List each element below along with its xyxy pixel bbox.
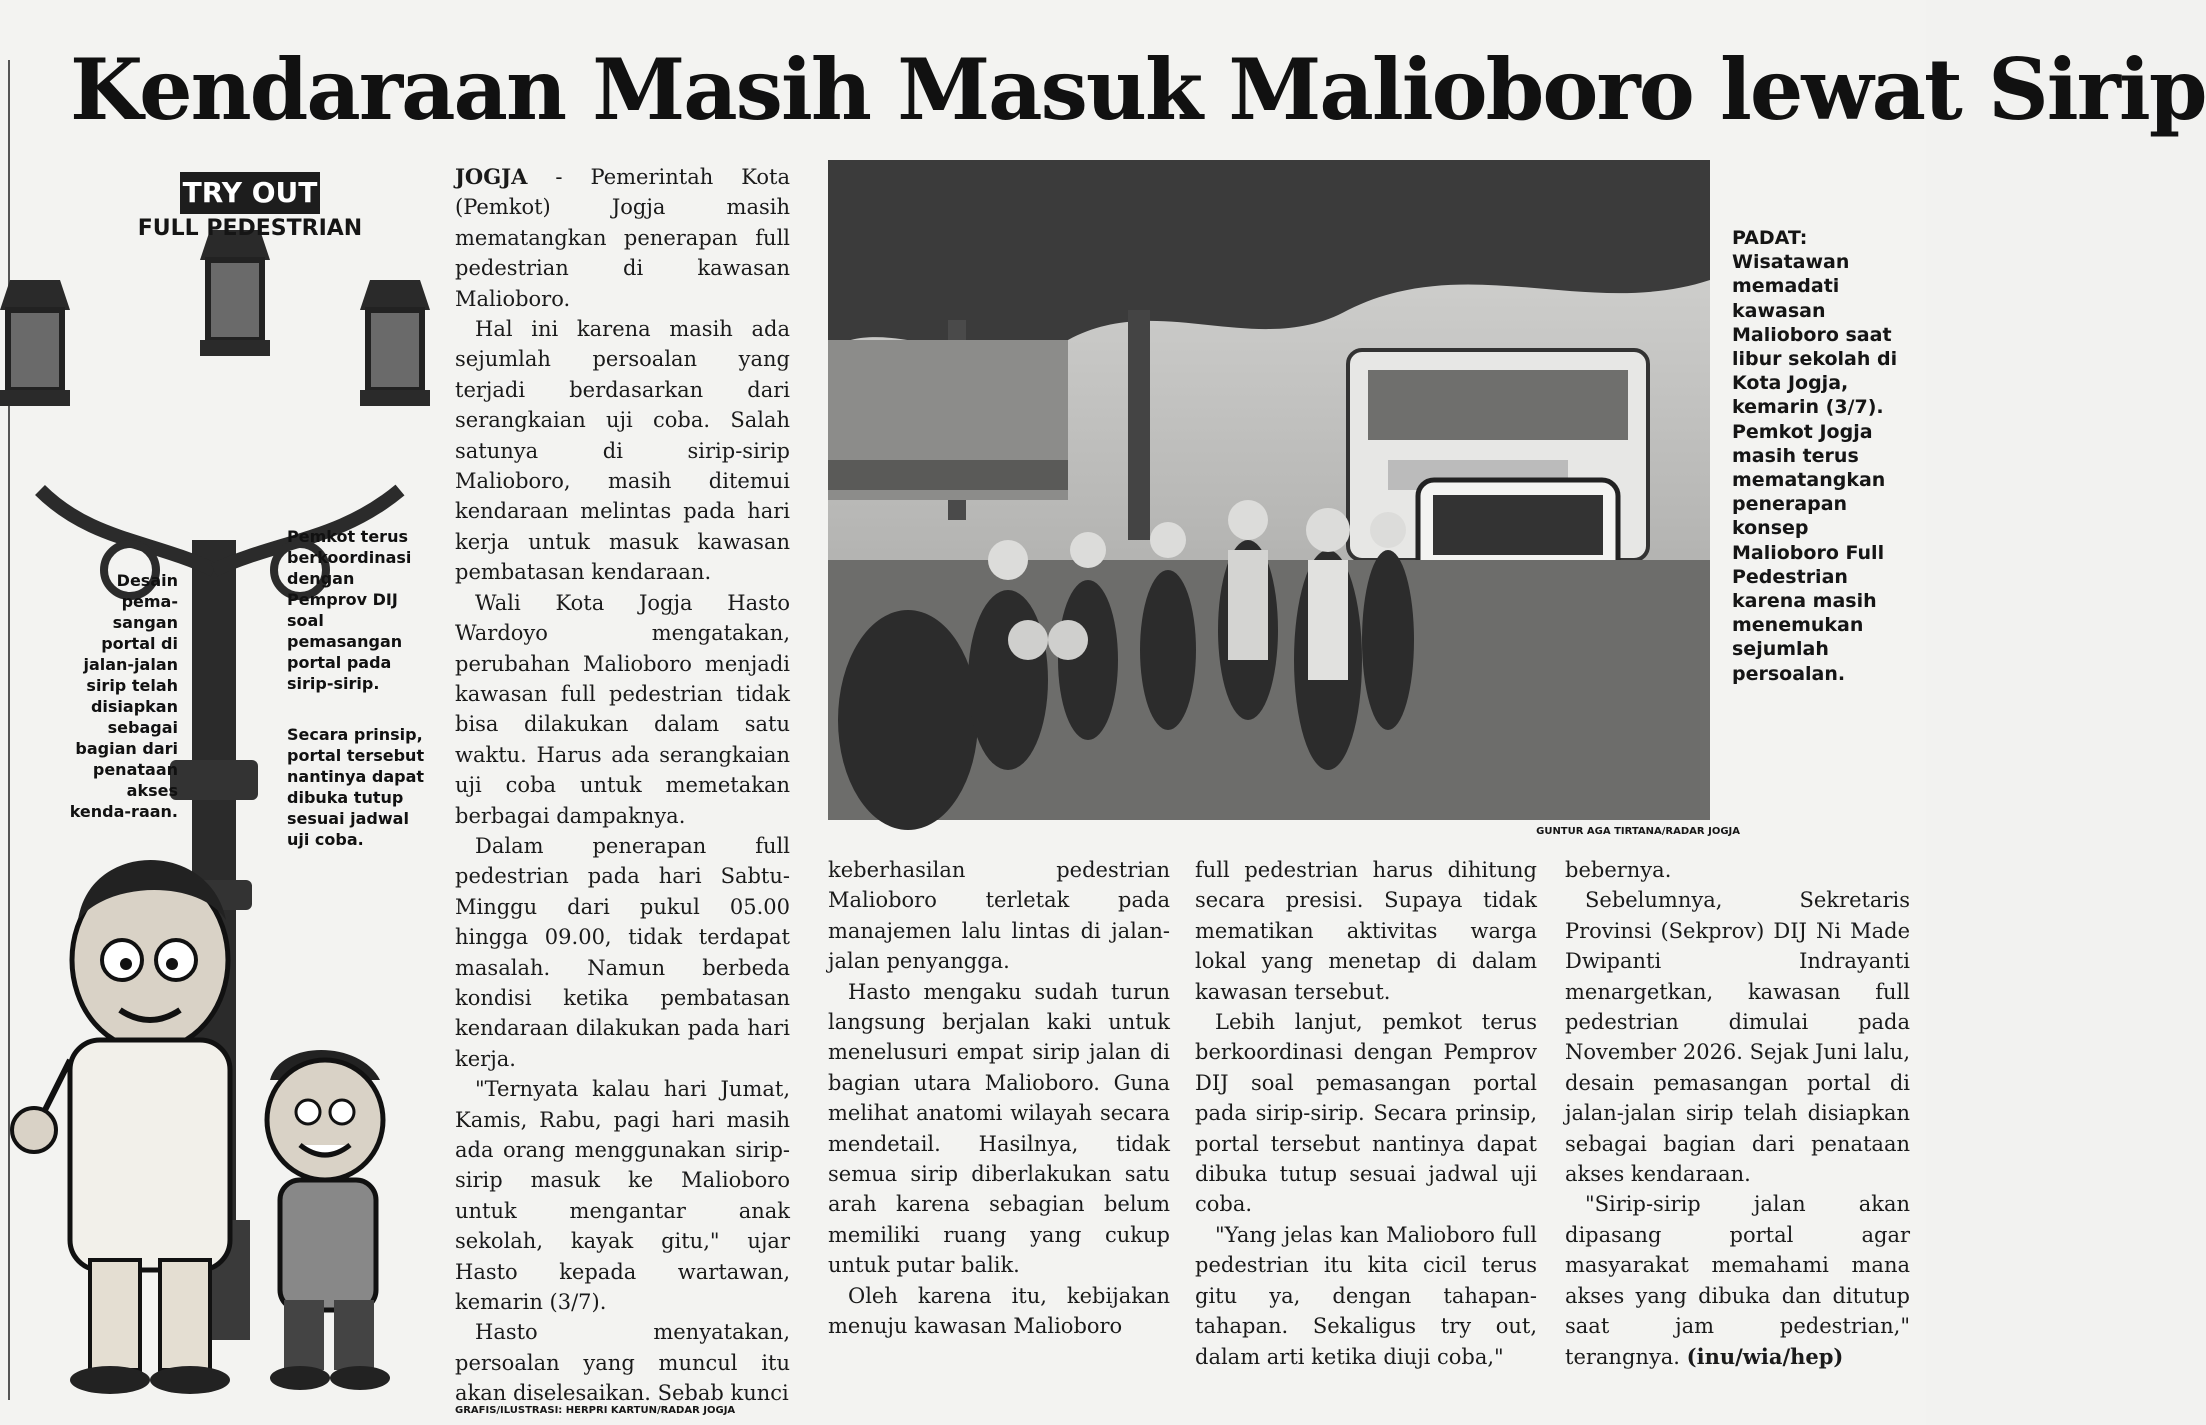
lead-text: - Pemerintah Kota (Pemkot) Jogja masih mematangkan penerapan full pedestrian di kawasan Malioboro. [455, 165, 790, 311]
article-paragraph: bebernya. [1565, 858, 1672, 882]
article-paragraph [455, 162, 790, 314]
tryout-tag: TRY OUT [180, 172, 320, 214]
dateline: JOGJA [455, 164, 528, 189]
caption-label: PADAT: [1732, 227, 1808, 249]
article-paragraph: Dalam penerapan full pedestrian pada hari Sabtu-Minggu dari pukul 05.00 hingga 09.00, tidak terdapat masalah. Namun berbeda kondisi ketika pembatasan kendaraan dilakukan pada hari kerja. [455, 833, 790, 1071]
sidebar-note-portal: Secara prinsip, portal tersebut nantinya dapat dibuka tutup sesuai jadwal uji coba. [287, 725, 425, 849]
article-paragraph: Oleh karena itu, kebijakan menuju kawasan Malioboro [828, 1283, 1170, 1339]
article-column-2 [828, 855, 1170, 1342]
article-paragraph: Hal ini karena masih ada sejumlah persoalan yang terjadi berdasarkan dari serangkaian uji coba. Salah satunya di sirip-sirip Malioboro, masih ditemui kendaraan melintas pada hari kerja untuk masuk kawasan pembatasan kendaraan. [455, 317, 790, 585]
photo-credit: GUNTUR AGA TIRTANA/RADAR JOGJA [1536, 826, 1740, 837]
article-paragraph: full pedestrian harus dihitung secara presisi. Supaya tidak mematikan aktivitas warga lokal yang menetap di dalam kawasan tersebut. [1195, 858, 1537, 1004]
illustration-credit: GRAFIS/ILUSTRASI: HERPRI KARTUN/RADAR JOGJA [455, 1405, 736, 1416]
sidebar-note-coordination: Pemkot terus berkoordinasi dengan Pemprov DIJ soal pemasangan portal pada sirip-sirip. [287, 527, 412, 693]
malioboro-crowd-photo [828, 160, 1710, 820]
photo-caption [1732, 226, 1910, 686]
article-paragraph: "Ternyata kalau hari Jumat, Kamis, Rabu, pagi hari masih ada orang menggunakan sirip-sirip masuk ke Malioboro untuk mengantar anak sekolah, kayak gitu," ujar Hasto kepada wartawan, kemarin (3/7). [455, 1077, 790, 1315]
article-paragraph: Wali Kota Jogja Hasto Wardoyo mengatakan, perubahan Malioboro menjadi kawasan full pedestrian tidak bisa dilakukan dalam satu waktu. Harus ada serangkaian uji coba untuk memetakan berbagai dampaknya. [455, 590, 790, 828]
article-column-3 [1195, 855, 1537, 1372]
byline: (inu/wia/hep) [1686, 1343, 1844, 1369]
article-paragraph: Lebih lanjut, pemkot terus berkoordinasi dengan Pemprov DIJ soal pemasangan portal pada sirip-sirip. Secara prinsip, portal tersebut nantinya dapat dibuka tutup sesuai jadwal uji coba. [1195, 1010, 1537, 1217]
article-paragraph: Hasto mengaku sudah turun langsung berjalan kaki untuk menelusuri empat sirip jalan di bagian utara Malioboro. Guna melihat anatomi wilayah secara mendetail. Hasilnya, tidak semua sirip diberlakukan satu arah karena sebagian belum memiliki ruang yang cukup untuk putar balik. [828, 979, 1170, 1278]
article-column-4 [1565, 855, 1910, 1372]
article-paragraph: "Yang jelas kan Malioboro full pedestrian itu kita cicil terus gitu ya, dengan tahapan-tahapan. Sekaligus try out, dalam arti ketika diuji coba," [1195, 1222, 1537, 1369]
article-paragraph: keberhasilan pedestrian Malioboro terletak pada manajemen lalu lintas di jalan-jalan penyangga. [828, 858, 1170, 974]
article-paragraph: Hasto menyatakan, persoalan yang muncul itu akan diselesaikan. Sebab kunci [455, 1320, 790, 1406]
tryout-subtitle: FULL PEDESTRIAN [137, 216, 363, 241]
caption-text: Wisatawan memadati kawasan Malioboro saat libur sekolah di Kota Jogja, kemarin (3/7). Pemkot Jogja masih terus mematangkan penerapan konsep Malioboro Full Pedestrian karena masih menemukan sejumlah persoalan. [1732, 251, 1898, 685]
article-paragraph [1565, 1189, 1910, 1371]
headline: Kendaraan Masih Masuk Malioboro lewat Sirip [70, 40, 2206, 139]
article-column-1 [455, 162, 790, 1409]
sidebar-note-left: Desain pema-sangan portal di jalan-jalan sirip telah disiapkan sebagai bagian dari penataan akses kenda-raan. [69, 571, 178, 821]
closing-quote: "Sirip-sirip jalan akan dipasang portal agar masyarakat memahami mana akses yang dibuka dan ditutup saat jam pedestrian," terangnya. [1565, 1192, 1910, 1369]
article-paragraph: Sebelumnya, Sekretaris Provinsi (Sekprov) DIJ Ni Made Dwipanti Indrayanti menargetkan, kawasan full pedestrian dimulai pada November 2026. Sejak Juni lalu, desain pemasangan portal di jalan-jalan sirip telah disiapkan sebagai bagian dari penataan akses kendaraan. [1565, 888, 1910, 1187]
